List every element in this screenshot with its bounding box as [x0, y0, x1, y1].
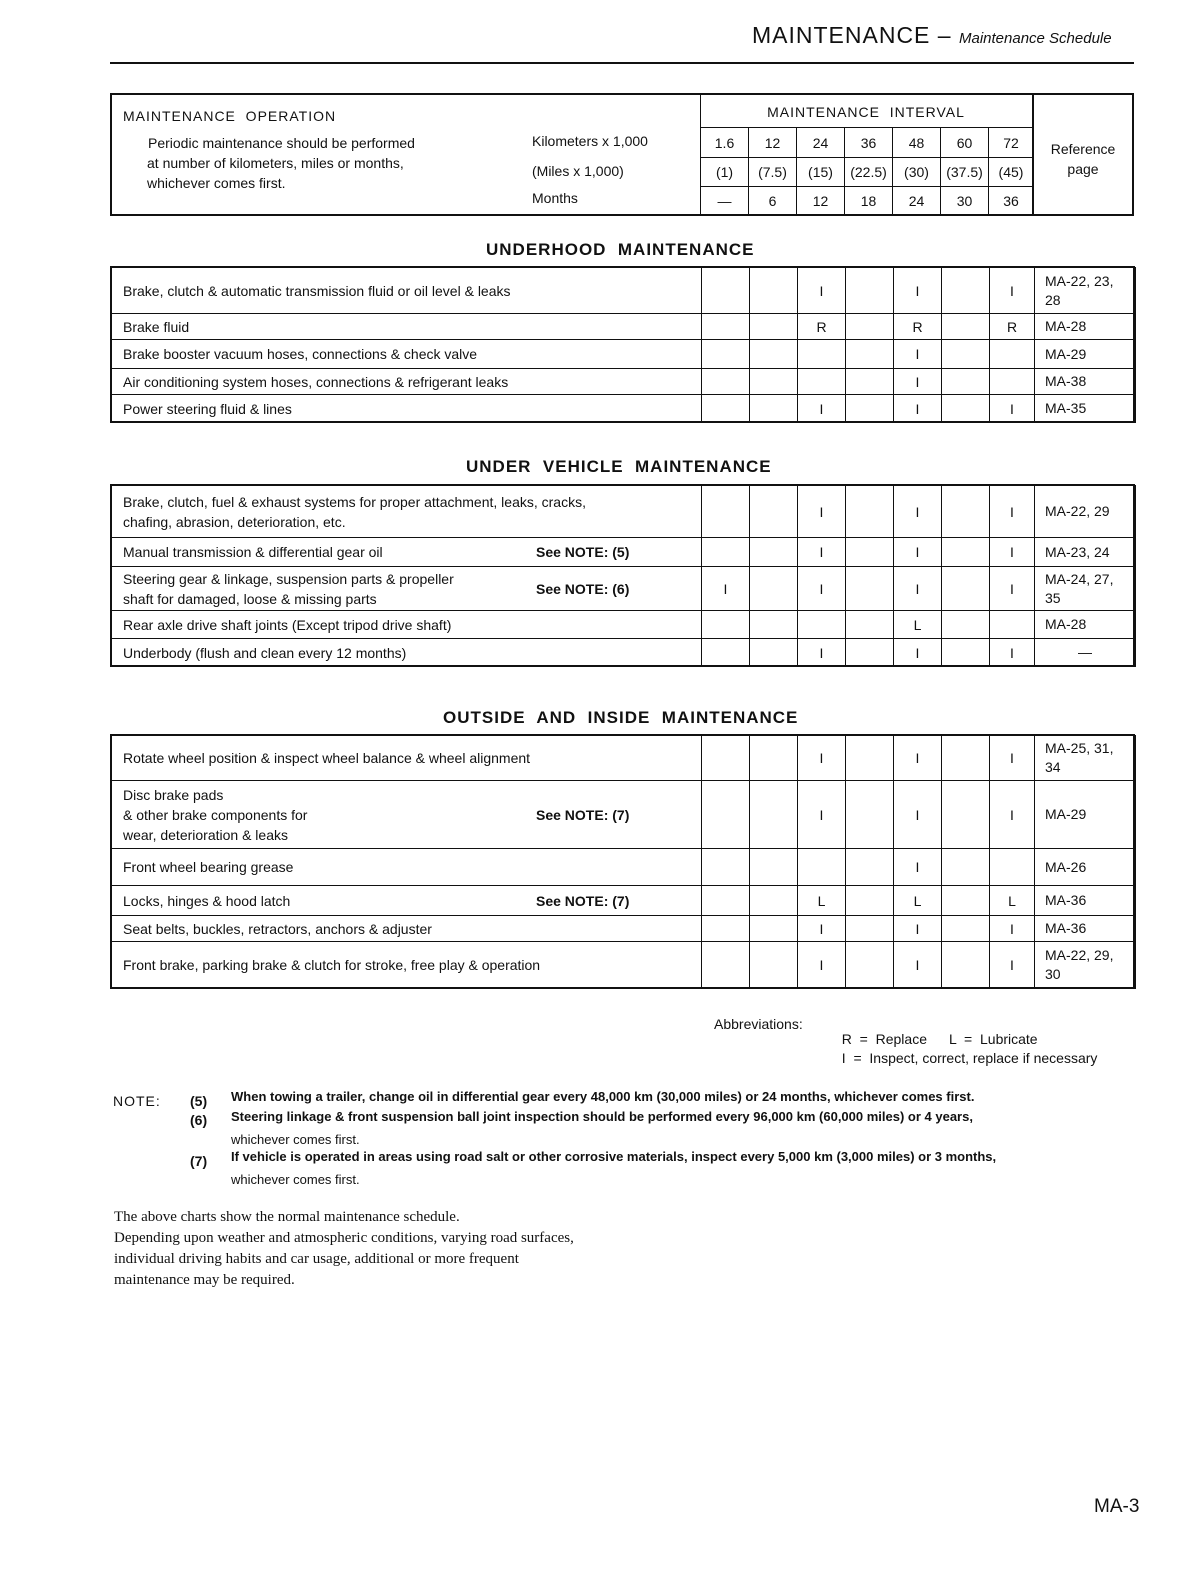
operation-desc-line: Periodic maintenance should be performed: [148, 135, 415, 151]
interval-cell: [798, 611, 846, 639]
interval-cell: [702, 395, 750, 423]
page-number: MA-3: [1094, 1496, 1140, 1517]
interval-cell: I: [894, 567, 942, 611]
reference-cell: [1035, 781, 1136, 849]
row-label-miles: (Miles x 1,000): [532, 163, 624, 179]
interval-cell: [846, 340, 894, 369]
interval-cell: [846, 611, 894, 639]
title-dash: –: [930, 22, 959, 48]
operation-cell: [111, 538, 702, 567]
operation-cell: [111, 395, 702, 423]
interval-cell: [750, 781, 798, 849]
operation-cell: [111, 268, 702, 314]
km-value: 48: [893, 128, 941, 158]
operation-text: chafing, abrasion, deterioration, etc.: [123, 513, 346, 530]
interval-cell: [942, 916, 990, 942]
interval-cell: [942, 611, 990, 639]
note-number: (6): [190, 1112, 208, 1128]
operation-cell: [111, 369, 702, 395]
interval-cell: [702, 942, 750, 989]
operation-cell: [111, 736, 702, 781]
interval-cell: [798, 369, 846, 395]
see-note-ref: See NOTE: (5): [536, 544, 630, 560]
table-row: [111, 736, 1136, 781]
operation-cell: [111, 340, 702, 369]
note-number: (7): [190, 1153, 208, 1169]
interval-cell: [750, 538, 798, 567]
miles-value: (37.5): [941, 158, 989, 187]
interval-cell: L: [894, 611, 942, 639]
interval-cell: I: [702, 567, 750, 611]
interval-cell: [750, 369, 798, 395]
operation-cell: [111, 942, 702, 989]
interval-cell: [942, 369, 990, 395]
interval-cell: R: [894, 314, 942, 340]
miles-value: (45): [989, 158, 1034, 187]
interval-cell: [846, 942, 894, 989]
km-value: 24: [797, 128, 845, 158]
table-row: [111, 369, 1136, 395]
footer-paragraph: [114, 1207, 574, 1291]
interval-cell: [846, 538, 894, 567]
reference-cell: [1035, 268, 1136, 314]
operation-cell: [111, 849, 702, 886]
interval-title-divider: [700, 93, 701, 127]
interval-cell: [942, 886, 990, 916]
footer-line: individual driving habits and car usage, additional or more frequent: [114, 1251, 519, 1267]
reference-cell: [1035, 395, 1136, 423]
interval-cell: I: [798, 736, 846, 781]
interval-cell: [846, 916, 894, 942]
reference-text: MA-28: [1045, 318, 1087, 334]
interval-cell: [846, 639, 894, 667]
reference-text: MA-26: [1045, 858, 1087, 875]
row-label-months: Months: [532, 190, 578, 206]
operation-text: Power steering fluid & lines: [123, 400, 292, 417]
months-value: 6: [749, 187, 797, 215]
interval-cell: [990, 611, 1035, 639]
interval-cell: [942, 849, 990, 886]
table-row: [111, 942, 1136, 989]
interval-cell: I: [990, 538, 1035, 567]
reference-cell: [1035, 486, 1136, 538]
interval-cell: I: [894, 916, 942, 942]
section-title: UNDER VEHICLE MAINTENANCE: [466, 457, 772, 476]
km-value: 12: [749, 128, 797, 158]
schedule-header: [110, 93, 1134, 216]
table-row: [111, 268, 1136, 314]
operation-text: Brake, clutch & automatic transmission fluid or oil level & leaks: [123, 282, 511, 299]
reference-text: MA-22, 29,: [1045, 947, 1114, 963]
interval-cell: I: [990, 486, 1035, 538]
table-row: [111, 611, 1136, 639]
interval-cell: I: [798, 538, 846, 567]
interval-cell: [942, 486, 990, 538]
note-text: When towing a trailer, change oil in differential gear every 48,000 km (30,000 miles) or 24 months, whichever comes first.: [231, 1089, 975, 1104]
reference-title-line: Reference: [1050, 141, 1116, 157]
interval-cell: L: [990, 886, 1035, 916]
table-row: [111, 314, 1136, 340]
interval-cell: [702, 538, 750, 567]
interval-cell: [750, 314, 798, 340]
operation-cell: [111, 611, 702, 639]
abbreviations: [714, 1016, 803, 1032]
interval-cell: I: [894, 639, 942, 667]
interval-cell: [942, 736, 990, 781]
table-row: [111, 486, 1136, 538]
interval-cell: I: [894, 486, 942, 538]
interval-cell: I: [990, 781, 1035, 849]
interval-cell: [750, 849, 798, 886]
table-row: [111, 886, 1136, 916]
note-number: (5): [190, 1093, 208, 1109]
note-text: whichever comes first.: [231, 1132, 360, 1147]
interval-cell: I: [798, 639, 846, 667]
interval-cell: [750, 886, 798, 916]
note-text: If vehicle is operated in areas using road salt or other corrosive materials, inspect every 5,000 km (3,000 miles) or 3 months,: [231, 1149, 997, 1164]
footer-line: maintenance may be required.: [114, 1272, 295, 1288]
miles-value: (30): [893, 158, 941, 187]
page-title: MAINTENANCE: [752, 22, 931, 48]
operation-cell: [111, 781, 702, 849]
interval-cell: [750, 942, 798, 989]
interval-cell: I: [990, 916, 1035, 942]
operation-text: Steering gear & linkage, suspension parts & propeller: [123, 570, 454, 587]
interval-cell: I: [894, 736, 942, 781]
reference-text: 35: [1045, 589, 1061, 606]
operation-text: Brake, clutch, fuel & exhaust systems for proper attachment, leaks, cracks,: [123, 493, 586, 510]
header-rule: [110, 62, 1134, 64]
table-row: [111, 781, 1136, 849]
interval-cell: [846, 395, 894, 423]
interval-cell: I: [894, 849, 942, 886]
abbreviation-replace: R = Replace: [841, 1031, 927, 1047]
footer-line: The above charts show the normal maintenance schedule.: [114, 1209, 460, 1225]
page-subtitle: Maintenance Schedule: [958, 30, 1112, 47]
interval-cell: [702, 849, 750, 886]
table-row: [111, 639, 1136, 667]
see-note-ref: See NOTE: (7): [536, 806, 630, 823]
interval-cell: [798, 340, 846, 369]
miles-value: (7.5): [749, 158, 797, 187]
abbreviation-inspect: I = Inspect, correct, replace if necessary: [841, 1050, 1098, 1066]
reference-text: MA-36: [1045, 920, 1087, 936]
interval-cell: [702, 611, 750, 639]
interval-cell: [798, 849, 846, 886]
operation-desc: [147, 133, 415, 193]
interval-cell: [750, 567, 798, 611]
interval-cell: [750, 340, 798, 369]
interval-cell: [702, 340, 750, 369]
interval-cell: [846, 567, 894, 611]
km-value: 36: [845, 128, 893, 158]
interval-cell: [942, 340, 990, 369]
operation-text: & other brake components for: [123, 806, 308, 823]
page-header: [752, 22, 1112, 49]
months-value: 36: [989, 187, 1034, 215]
interval-cell: L: [894, 886, 942, 916]
operation-text: Brake fluid: [123, 318, 190, 335]
reference-cell: [1035, 567, 1136, 611]
months-value: 30: [941, 187, 989, 215]
operation-cell: [111, 314, 702, 340]
reference-cell: [1035, 369, 1136, 395]
interval-cell: [702, 486, 750, 538]
interval-cell: I: [894, 369, 942, 395]
reference-text: MA-36: [1045, 892, 1087, 908]
operation-text: Locks, hinges & hood latch: [123, 892, 291, 909]
operation-desc-line: at number of kilometers, miles or months,: [147, 155, 404, 171]
reference-divider: [1032, 93, 1034, 215]
operation-cell: [111, 567, 702, 611]
interval-cell: I: [798, 486, 846, 538]
interval-title: MAINTENANCE INTERVAL: [767, 104, 965, 120]
interval-cell: [846, 369, 894, 395]
section-title: UNDERHOOD MAINTENANCE: [486, 240, 755, 259]
interval-cell: [942, 639, 990, 667]
interval-cell: [750, 639, 798, 667]
interval-cell: [942, 314, 990, 340]
section-title: OUTSIDE AND INSIDE MAINTENANCE: [443, 708, 799, 727]
operation-text: Underbody (flush and clean every 12 months): [123, 644, 407, 661]
operation-text: Front brake, parking brake & clutch for stroke, free play & operation: [123, 957, 541, 973]
months-value: 24: [893, 187, 941, 215]
interval-cell: [750, 268, 798, 314]
interval-cell: I: [894, 942, 942, 989]
table-row: [111, 395, 1136, 423]
interval-cell: [846, 736, 894, 781]
abbreviation-lubricate: L = Lubricate: [949, 1031, 1038, 1047]
operation-text: Manual transmission & differential gear oil: [123, 544, 383, 560]
interval-cell: [846, 886, 894, 916]
operation-text: Seat belts, buckles, retractors, anchors & adjuster: [123, 920, 432, 937]
reference-text: MA-24, 27,: [1045, 570, 1114, 587]
interval-cell: [942, 781, 990, 849]
table-row: [111, 916, 1136, 942]
abbreviation-row: [834, 1034, 1097, 1066]
operation-cell: [111, 916, 702, 942]
km-value: 1.6: [701, 128, 749, 158]
interval-cell: [846, 314, 894, 340]
reference-title-line: page: [1067, 161, 1099, 177]
months-value: —: [701, 187, 749, 215]
interval-cell: [702, 916, 750, 942]
reference-cell: [1035, 639, 1136, 667]
footer-line: Depending upon weather and atmospheric conditions, varying road surfaces,: [114, 1230, 574, 1246]
interval-cell: [990, 849, 1035, 886]
interval-cell: L: [798, 886, 846, 916]
interval-cell: I: [990, 395, 1035, 423]
interval-cell: I: [894, 395, 942, 423]
interval-cell: [942, 567, 990, 611]
interval-cell: I: [894, 781, 942, 849]
reference-text: MA-29: [1045, 806, 1087, 822]
months-value: 12: [797, 187, 845, 215]
operation-text: Rotate wheel position & inspect wheel balance & wheel alignment: [123, 750, 531, 766]
miles-value: (22.5): [845, 158, 893, 187]
see-note-ref: See NOTE: (7): [536, 892, 630, 909]
operation-desc-line: whichever comes first.: [147, 175, 286, 191]
reference-text: MA-38: [1045, 373, 1087, 389]
interval-cell: I: [798, 567, 846, 611]
reference-cell: [1035, 340, 1136, 369]
reference-text: 34: [1045, 759, 1061, 775]
km-value: 72: [989, 128, 1034, 158]
see-note-ref: See NOTE: (6): [536, 580, 630, 597]
interval-cell: I: [798, 268, 846, 314]
interval-cell: R: [798, 314, 846, 340]
reference-text: MA-28: [1045, 616, 1087, 632]
interval-cell: I: [990, 736, 1035, 781]
section-table: [110, 735, 1136, 989]
reference-text: MA-29: [1045, 345, 1087, 362]
interval-cell: [990, 369, 1035, 395]
reference-text: MA-22, 23,: [1045, 272, 1114, 289]
operation-cell: [111, 639, 702, 667]
section-table: [110, 485, 1136, 667]
interval-cell: [702, 369, 750, 395]
interval-cell: I: [798, 942, 846, 989]
interval-cell: [846, 849, 894, 886]
operation-text: wear, deterioration & leaks: [123, 826, 288, 843]
interval-cell: R: [990, 314, 1035, 340]
table-row: [111, 567, 1136, 611]
reference-text: MA-23, 24: [1045, 543, 1110, 560]
interval-cell: [702, 736, 750, 781]
operation-title: MAINTENANCE OPERATION: [123, 108, 337, 124]
reference-text: MA-35: [1045, 400, 1087, 416]
table-row: [111, 538, 1136, 567]
reference-cell: [1035, 849, 1136, 886]
interval-cell: I: [798, 395, 846, 423]
reference-cell: [1035, 886, 1136, 916]
reference-text: MA-25, 31,: [1045, 740, 1114, 756]
notes-label: NOTE:: [113, 1093, 161, 1109]
interval-cell: I: [798, 916, 846, 942]
interval-cell: I: [894, 538, 942, 567]
interval-cell: [702, 268, 750, 314]
table-row: [111, 340, 1136, 369]
interval-cell: [846, 486, 894, 538]
interval-cell: [702, 781, 750, 849]
note-text: whichever comes first.: [231, 1172, 360, 1187]
reference-title: [1033, 139, 1133, 179]
interval-cell: I: [990, 942, 1035, 989]
interval-cell: I: [894, 268, 942, 314]
reference-text: —: [1078, 644, 1092, 660]
interval-cell: [990, 340, 1035, 369]
interval-cell: [702, 886, 750, 916]
operation-text: Brake booster vacuum hoses, connections & check valve: [123, 346, 478, 362]
reference-cell: [1035, 314, 1136, 340]
interval-header-grid: [700, 127, 1034, 215]
reference-cell: [1035, 916, 1136, 942]
interval-cell: [750, 486, 798, 538]
interval-cell: [750, 611, 798, 639]
operation-text: Disc brake pads: [123, 786, 224, 803]
reference-cell: [1035, 736, 1136, 781]
reference-cell: [1035, 611, 1136, 639]
interval-cell: I: [990, 639, 1035, 667]
operation-text: shaft for damaged, loose & missing parts: [123, 590, 377, 607]
interval-cell: I: [990, 268, 1035, 314]
interval-cell: [702, 314, 750, 340]
km-value: 60: [941, 128, 989, 158]
interval-cell: I: [798, 781, 846, 849]
reference-cell: [1035, 942, 1136, 989]
interval-cell: [942, 538, 990, 567]
interval-cell: [750, 736, 798, 781]
miles-value: (1): [701, 158, 749, 187]
interval-cell: [750, 395, 798, 423]
interval-cell: [846, 781, 894, 849]
interval-cell: I: [894, 340, 942, 369]
abbreviations-label: Abbreviations:: [714, 1016, 803, 1032]
months-value: 18: [845, 187, 893, 215]
interval-cell: I: [990, 567, 1035, 611]
interval-cell: [750, 916, 798, 942]
operation-cell: [111, 886, 702, 916]
miles-value: (15): [797, 158, 845, 187]
interval-cell: [846, 268, 894, 314]
reference-cell: [1035, 538, 1136, 567]
section-table: [110, 267, 1136, 423]
interval-cell: [702, 639, 750, 667]
operation-cell: [111, 486, 702, 538]
note-text: Steering linkage & front suspension ball joint inspection should be performed every 96,000 km (60,000 miles) or 4 years,: [231, 1109, 973, 1124]
reference-text: 30: [1045, 966, 1061, 982]
row-label-km: Kilometers x 1,000: [532, 133, 648, 149]
interval-cell: [942, 942, 990, 989]
table-row: [111, 849, 1136, 886]
reference-text: MA-22, 29: [1045, 503, 1110, 519]
operation-text: Front wheel bearing grease: [123, 859, 294, 875]
reference-text: 28: [1045, 291, 1061, 308]
operation-text: Air conditioning system hoses, connections & refrigerant leaks: [123, 373, 509, 390]
interval-cell: [942, 268, 990, 314]
operation-text: Rear axle drive shaft joints (Except tripod drive shaft): [123, 616, 452, 633]
interval-cell: [942, 395, 990, 423]
